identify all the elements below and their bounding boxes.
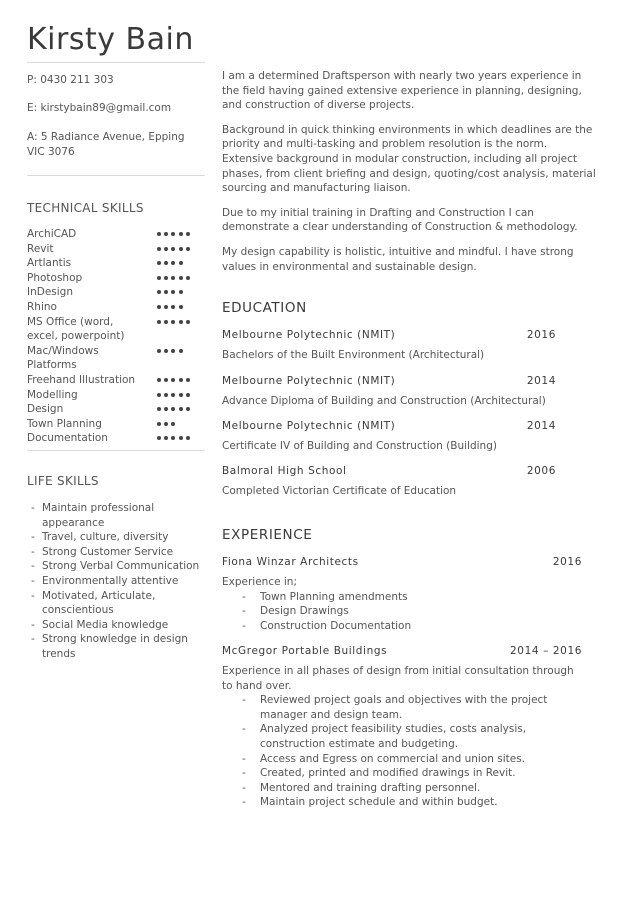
summary-paragraph: My design capability is holistic, intuitive and mindful. I have strong values in environmental and sustainable design. [222,245,574,273]
rating-dot-icon [186,276,190,280]
rating-dot-icon [171,276,175,280]
skill-row [27,417,197,432]
rating-dot-icon [179,349,183,353]
rating-dot-icon [186,320,190,324]
rating-dot-icon [179,247,183,251]
rating-dot-icon [186,407,190,411]
education-entry [222,464,556,499]
life-skill-item: - Strong knowledge in design trends [27,632,207,661]
rating-dot-icon [171,305,175,309]
education-title [222,374,556,388]
rating-dot-icon [157,276,161,280]
rating-dot-icon [171,436,175,440]
rating-dot-icon [171,378,175,382]
school-name: Melbourne Polytechnic (NMIT) [222,420,396,432]
education-title [222,328,556,342]
rating-dot-icon [164,407,168,411]
qualification: Completed Victorian Certificate of Education [222,485,457,497]
skill-name: InDesign [27,286,74,299]
rating-dot-icon [157,261,161,265]
skill-rating [157,315,197,324]
skill-name: ArchiCAD [27,228,77,240]
skill-row [27,285,197,300]
experience-intro: Experience in all phases of design from initial consultation through to hand over. [222,665,574,692]
rating-dot-icon [164,349,168,353]
experience-bullet: - Reviewed project goals and objectives with the project manager and design team. [222,693,582,722]
rating-dot-icon [164,276,168,280]
contact-phone: P: 0430 211 303 [27,74,114,86]
skill-name: Photoshop [27,271,83,284]
rating-dot-icon [157,290,161,294]
rating-dot-icon [186,247,190,251]
skill-name: Town Planning [27,417,102,430]
rating-dot-icon [171,290,175,294]
skill-row [27,373,197,388]
experience-bullet: - Construction Documentation [222,619,582,634]
company-name: McGregor Portable Buildings [222,645,388,657]
rating-dot-icon [186,436,190,440]
contact-address: A: 5 Radiance Avenue, Epping VIC 3076 [27,131,185,158]
skill-rating [157,242,197,251]
experience-title [222,644,582,658]
divider [27,62,205,63]
rating-dot-icon [157,305,161,309]
rating-dot-icon [179,407,183,411]
rating-dot-icon [186,378,190,382]
rating-dot-icon [179,276,183,280]
education-year: 2014 [526,375,556,387]
skill-row [27,242,197,257]
skill-row [27,344,197,373]
rating-dot-icon [164,378,168,382]
rating-dot-icon [171,349,175,353]
contact-email: E: kirstybain89@gmail.com [27,102,172,114]
skill-rating [157,344,197,353]
rating-dot-icon [164,320,168,324]
life-skill-item: - Maintain professional appearance [27,501,207,530]
rating-dot-icon [157,378,161,382]
school-name: Balmoral High School [222,465,347,477]
skill-name: Design [27,403,64,416]
experience-bullet: - Maintain project schedule and within budget. [222,795,582,810]
summary-paragraph: I am a determined Draftsperson with nearly two years experience in the field having gained extensive experience in planning, designing, and construction of diverse projects. [222,70,582,112]
profile-summary [222,69,600,284]
experience-bullet: - Analyzed project feasibility studies, costs analysis, construction estimate and budgeting. [222,722,582,751]
rating-dot-icon [171,247,175,251]
education-year: 2014 [526,420,556,432]
rating-dot-icon [171,422,175,426]
experience-period: 2016 [552,556,582,568]
rating-dot-icon [179,290,183,294]
life-skill-item: - Environmentally attentive [27,574,207,589]
experience-heading: EXPERIENCE [222,527,313,543]
life-skill-item: - Strong Customer Service [27,545,207,560]
skill-name: Mac/Windows Platforms [27,344,99,372]
technical-skills-list [27,227,197,446]
summary-paragraph: Due to my initial training in Drafting and Construction I can demonstrate a clear understanding of Construction & methodology. [222,206,578,234]
skill-rating [157,388,197,397]
rating-dot-icon [157,247,161,251]
rating-dot-icon [157,349,161,353]
qualification: Bachelors of the Built Environment (Architectural) [222,349,485,361]
rating-dot-icon [164,247,168,251]
skill-row [27,271,197,286]
experience-bullet: - Mentored and training drafting personnel. [222,781,582,796]
rating-dot-icon [164,436,168,440]
experience-bullet: - Design Drawings [222,604,582,619]
skill-row [27,227,197,242]
candidate-name: Kirsty Bain [27,22,194,57]
skill-row [27,388,197,403]
skill-rating [157,285,197,294]
education-heading: EDUCATION [222,300,307,316]
skill-name: Freehand Illustration [27,373,136,386]
life-skill-item: - Social Media knowledge [27,618,207,633]
education-entry [222,328,556,363]
experience-entry [222,644,582,810]
rating-dot-icon [179,232,183,236]
experience-bullet: - Access and Egress on commercial and union sites. [222,752,582,767]
rating-dot-icon [164,305,168,309]
skill-row [27,256,197,271]
skill-rating [157,402,197,411]
qualification: Advance Diploma of Building and Construction (Architectural) [222,395,546,407]
rating-dot-icon [157,436,161,440]
skill-rating [157,417,197,426]
life-skill-item: - Motivated, Articulate, conscientious [27,589,207,618]
rating-dot-icon [186,393,190,397]
skill-rating [157,300,197,309]
education-title [222,464,556,478]
skill-name: Revit [27,242,54,255]
qualification: Certificate IV of Building and Construction (Building) [222,440,497,452]
experience-bullets [222,590,582,634]
rating-dot-icon [179,261,183,265]
rating-dot-icon [164,393,168,397]
education-entry [222,419,556,454]
experience-bullets [222,693,582,810]
divider [27,175,205,176]
rating-dot-icon [164,261,168,265]
education-year: 2016 [526,329,556,341]
rating-dot-icon [164,232,168,236]
technical-skills-heading: TECHNICAL SKILLS [27,201,144,215]
skill-rating [157,431,197,440]
rating-dot-icon [179,378,183,382]
education-entry [222,374,556,409]
school-name: Melbourne Polytechnic (NMIT) [222,375,396,387]
experience-title [222,555,582,569]
skill-name: Documentation [27,432,108,445]
skill-name: Artlantis [27,257,72,270]
education-title [222,419,556,433]
skill-rating [157,271,197,280]
experience-bullet: - Town Planning amendments [222,590,582,605]
skill-row [27,431,197,446]
experience-intro: Experience in; [222,576,298,588]
rating-dot-icon [157,232,161,236]
life-skill-item: - Travel, culture, diversity [27,530,207,545]
skill-name: MS Office (word, excel, powerpoint) [27,315,125,343]
rating-dot-icon [179,305,183,309]
skill-row [27,402,197,417]
life-skills-heading: LIFE SKILLS [27,474,99,488]
experience-entry [222,555,582,633]
rating-dot-icon [179,393,183,397]
rating-dot-icon [171,407,175,411]
rating-dot-icon [171,393,175,397]
rating-dot-icon [171,232,175,236]
skill-name: Modelling [27,388,78,401]
experience-period: 2014 – 2016 [510,645,582,657]
school-name: Melbourne Polytechnic (NMIT) [222,329,396,341]
rating-dot-icon [179,320,183,324]
rating-dot-icon [186,232,190,236]
skill-row [27,300,197,315]
rating-dot-icon [171,261,175,265]
divider [27,450,205,451]
skill-rating [157,256,197,265]
rating-dot-icon [157,422,161,426]
rating-dot-icon [179,436,183,440]
rating-dot-icon [164,422,168,426]
life-skill-item: - Strong Verbal Communication [27,559,207,574]
rating-dot-icon [157,393,161,397]
summary-paragraph: Background in quick thinking environments in which deadlines are the priority and multi-tasking and problem resolution is the norm. Extensive background in modular construction, including all project phases, from client briefing and design, quoting/cost analysis, material sourcing and manufacturing liaison. [222,123,596,195]
life-skills-list [27,501,207,662]
company-name: Fiona Winzar Architects [222,556,359,568]
education-year: 2006 [526,465,556,477]
rating-dot-icon [171,320,175,324]
experience-bullet: - Created, printed and modified drawings in Revit. [222,766,582,781]
rating-dot-icon [164,290,168,294]
skill-rating [157,373,197,382]
skill-name: Rhino [27,300,57,313]
rating-dot-icon [157,320,161,324]
skill-row [27,315,197,344]
rating-dot-icon [157,407,161,411]
skill-rating [157,227,197,236]
